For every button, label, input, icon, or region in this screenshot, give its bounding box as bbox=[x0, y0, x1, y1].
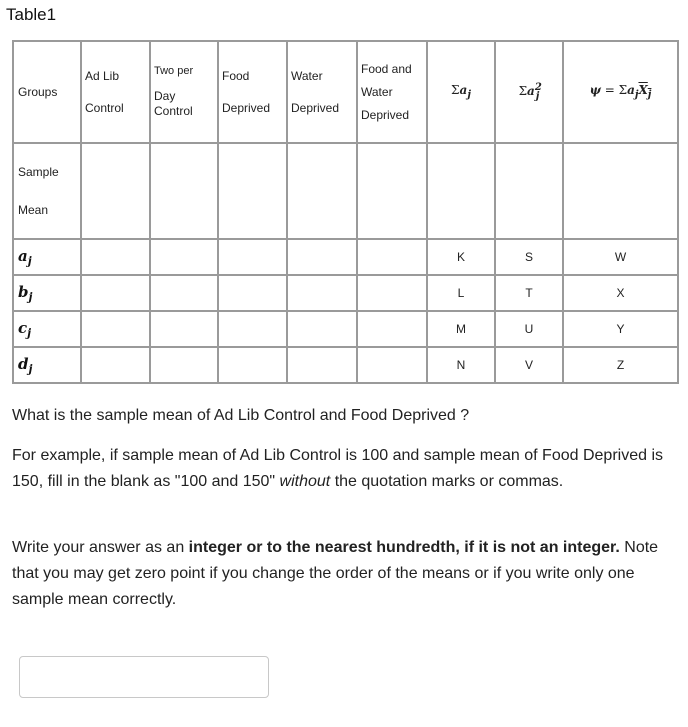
mean-sum-a-cell bbox=[427, 143, 495, 239]
sum-a-value: M bbox=[427, 311, 495, 347]
empty-cell bbox=[81, 275, 150, 311]
sum-a2-value: T bbox=[495, 275, 563, 311]
row-label bbox=[13, 347, 81, 383]
mean-sum-a2-cell bbox=[495, 143, 563, 239]
table-title: Table1 bbox=[6, 5, 57, 24]
a-var: a bbox=[627, 83, 635, 98]
empty-cell bbox=[81, 239, 150, 275]
psi-value: Z bbox=[563, 347, 678, 383]
empty-cell bbox=[357, 275, 427, 311]
row-var: a bbox=[18, 246, 28, 265]
a-var: a bbox=[459, 83, 468, 98]
empty-cell bbox=[218, 347, 287, 383]
two-per-line1: Two per bbox=[154, 65, 194, 77]
empty-cell bbox=[287, 239, 357, 275]
coef-row-d bbox=[13, 347, 678, 383]
food-deprived-line2: Deprived bbox=[222, 100, 271, 115]
sum-a-value: L bbox=[427, 275, 495, 311]
example-text: For example, if sample mean of Ad Lib Control is 100 and sample mean of Food Deprived is 150, fill in the blank as "100 and 150" bbox=[12, 447, 663, 490]
header-row bbox=[13, 41, 678, 143]
instruction-text-end: Note that you may get zero point if you change the order of the means or if you write only one sample mean correctly. bbox=[12, 539, 659, 608]
sum-a2-value: V bbox=[495, 347, 563, 383]
mean-ad-lib-cell bbox=[81, 143, 150, 239]
empty-cell bbox=[287, 311, 357, 347]
two-per-line2: Day Control bbox=[154, 89, 193, 118]
psi-value: X bbox=[563, 275, 678, 311]
psi-value: Y bbox=[563, 311, 678, 347]
contrast-table bbox=[12, 40, 679, 384]
mean-food-water-cell bbox=[357, 143, 427, 239]
ad-lib-line2: Control bbox=[85, 100, 124, 115]
sample-label: Sample bbox=[18, 165, 59, 179]
mean-label: Mean bbox=[18, 203, 49, 217]
food-water-line1: Food and bbox=[361, 61, 412, 76]
j-sub: j bbox=[535, 90, 540, 102]
question-prompt: What is the sample mean of Ad Lib Control and Food Deprived ? bbox=[12, 407, 470, 424]
food-water-line3: Deprived bbox=[361, 107, 410, 122]
sigma-symbol: Σ bbox=[518, 84, 528, 99]
header-water-deprived bbox=[287, 41, 357, 143]
sum-a2-value: S bbox=[495, 239, 563, 275]
empty-cell bbox=[218, 311, 287, 347]
row-label bbox=[13, 311, 81, 347]
water-deprived-line1: Water bbox=[291, 68, 323, 83]
empty-cell bbox=[218, 275, 287, 311]
sum-a2-value: U bbox=[495, 311, 563, 347]
sample-mean-row bbox=[13, 143, 678, 239]
x-bar-var: X bbox=[638, 83, 648, 98]
row-sub: j bbox=[27, 254, 32, 268]
empty-cell bbox=[357, 311, 427, 347]
empty-cell bbox=[150, 311, 218, 347]
row-label bbox=[13, 275, 81, 311]
row-var: d bbox=[18, 354, 29, 373]
empty-cell bbox=[287, 347, 357, 383]
psi-symbol: ψ bbox=[589, 83, 601, 98]
sample-mean-label bbox=[13, 143, 81, 239]
empty-cell bbox=[357, 239, 427, 275]
header-two-per-day-control bbox=[150, 41, 218, 143]
header-groups bbox=[13, 41, 81, 143]
ad-lib-line1: Ad Lib bbox=[85, 68, 120, 83]
example-paragraph bbox=[12, 443, 672, 495]
mean-two-per-cell bbox=[150, 143, 218, 239]
example-text-end: the quotation marks or commas. bbox=[330, 473, 564, 490]
answer-input[interactable] bbox=[19, 656, 269, 698]
empty-cell bbox=[81, 347, 150, 383]
instruction-paragraph bbox=[12, 535, 672, 613]
j-sub: j bbox=[467, 89, 471, 101]
coef-row-c bbox=[13, 311, 678, 347]
header-food-deprived bbox=[218, 41, 287, 143]
instruction-text: Write your answer as an bbox=[12, 539, 189, 556]
equals-sigma: = Σ bbox=[600, 83, 628, 98]
header-sum-a bbox=[427, 41, 495, 143]
example-italic: without bbox=[279, 473, 331, 490]
psi-value: W bbox=[563, 239, 678, 275]
sigma-symbol: Σ bbox=[451, 83, 460, 98]
empty-cell bbox=[150, 347, 218, 383]
row-sub: j bbox=[27, 326, 32, 340]
coef-row-a bbox=[13, 239, 678, 275]
empty-cell bbox=[287, 275, 357, 311]
empty-cell bbox=[81, 311, 150, 347]
mean-food-deprived-cell bbox=[218, 143, 287, 239]
empty-cell bbox=[218, 239, 287, 275]
row-var: b bbox=[18, 282, 29, 301]
a-var: a bbox=[527, 84, 535, 99]
row-sub: j bbox=[28, 362, 33, 376]
coef-row-b bbox=[13, 275, 678, 311]
empty-cell bbox=[150, 275, 218, 311]
food-deprived-line1: Food bbox=[222, 68, 250, 83]
header-psi bbox=[563, 41, 678, 143]
sum-a-value: K bbox=[427, 239, 495, 275]
water-deprived-line2: Deprived bbox=[291, 100, 340, 115]
sum-a-value: N bbox=[427, 347, 495, 383]
groups-label: Groups bbox=[18, 85, 58, 99]
empty-cell bbox=[150, 239, 218, 275]
row-label bbox=[13, 239, 81, 275]
row-sub: j bbox=[28, 290, 33, 304]
j-sub: j bbox=[647, 89, 652, 101]
empty-cell bbox=[357, 347, 427, 383]
mean-psi-cell bbox=[563, 143, 678, 239]
j-sub: j bbox=[634, 89, 639, 101]
header-ad-lib-control bbox=[81, 41, 150, 143]
mean-water-deprived-cell bbox=[287, 143, 357, 239]
food-water-line2: Water bbox=[361, 84, 393, 99]
header-food-water-deprived bbox=[357, 41, 427, 143]
square-sup: 2 bbox=[534, 82, 542, 94]
row-var: c bbox=[18, 318, 28, 337]
header-sum-a-squared bbox=[495, 41, 563, 143]
instruction-bold: integer or to the nearest hundredth, if it is not an integer. bbox=[188, 539, 620, 556]
